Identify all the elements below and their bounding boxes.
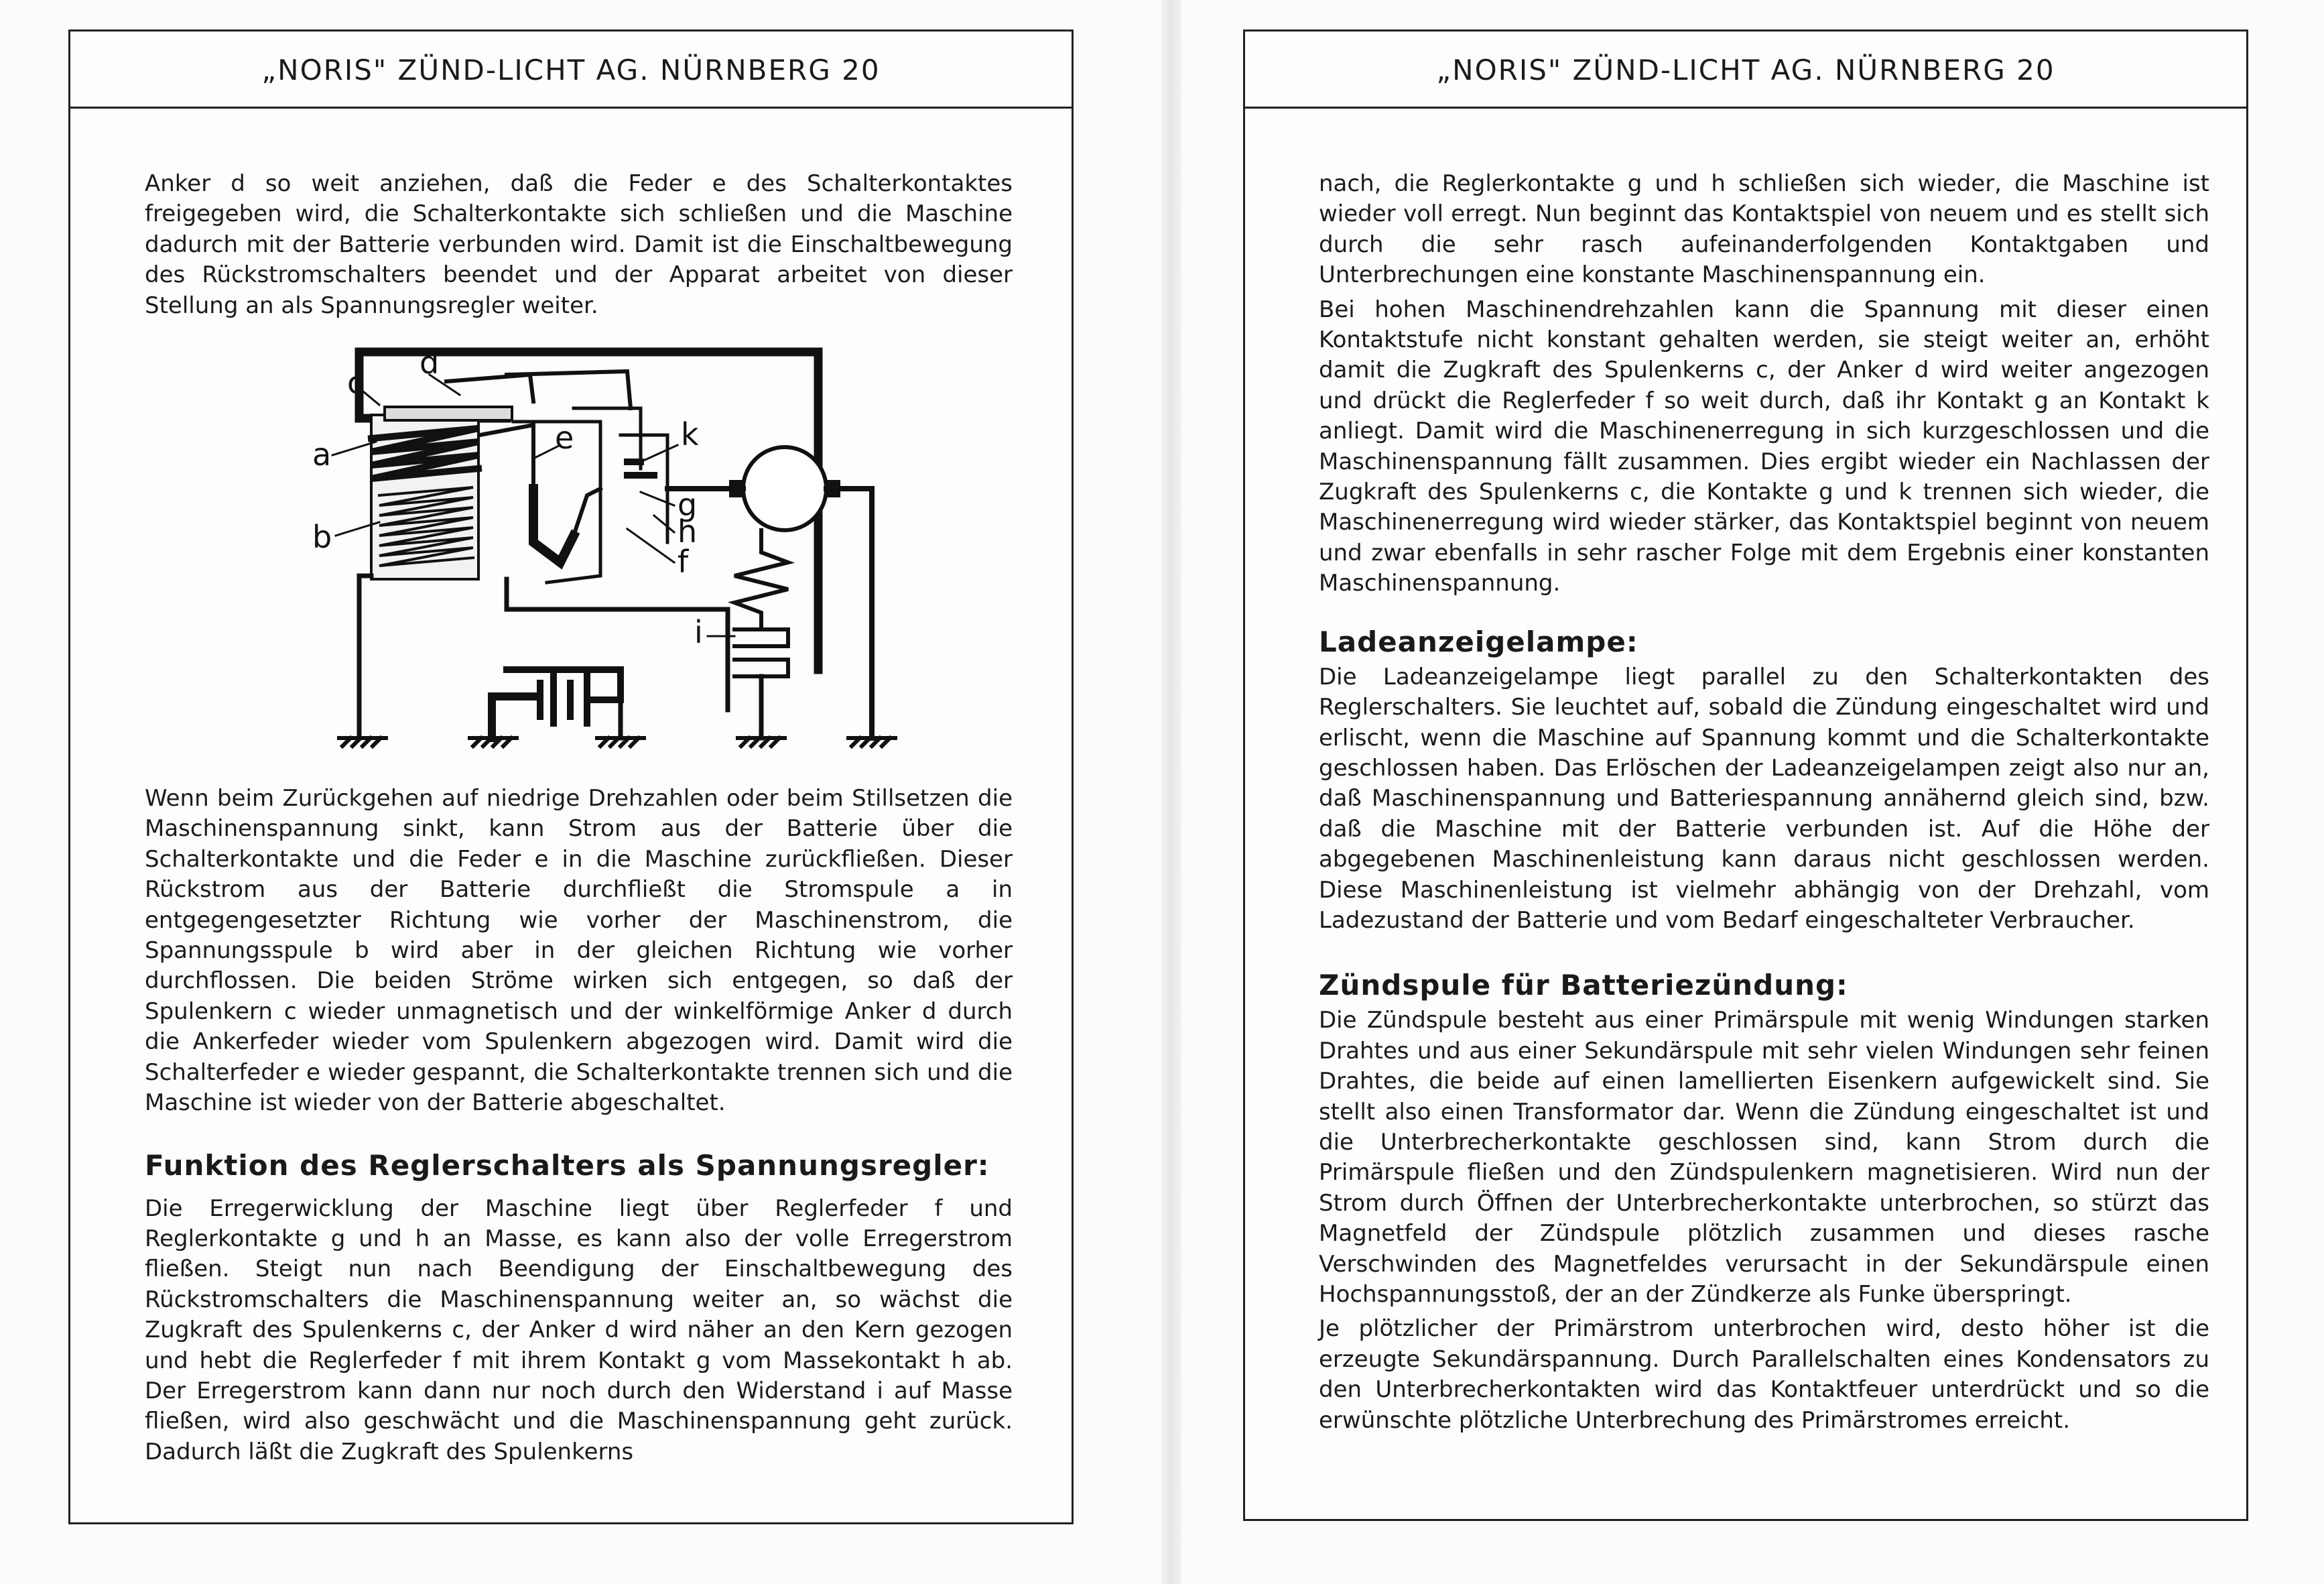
ignition-coil-heading: Zündspule für Batteriezündung: — [1319, 969, 1848, 1002]
diagram-label-e: e — [555, 420, 574, 456]
right-page-content — [1319, 169, 2209, 1436]
left-page-header: „NORIS" ZÜND-LICHT AG. NÜRNBERG 20 — [70, 32, 1072, 109]
left-page-content — [145, 169, 1013, 1467]
diagram-label-a: a — [312, 436, 332, 473]
diagram-label-f: f — [677, 544, 689, 581]
right-paragraph-4: Die Zündspule besteht aus einer Primärspule mit wenig Windungen starken Drahtes und aus einer Sekundärspule mit sehr vielen Windungen sehr feinen Drahtes, die beide auf einen lamellierten Eisenkern aufgewickelt sind. Sie stellt also einen Transformator dar. Wenn die Zündung eingeschaltet ist und die Unterbrecherkontakte geschlossen sind, kann Strom durch die Primärspule fließen und den Zündspulenkern magnetisieren. Wird nun der Strom durch Öffnen der Unterbrecherkontakte unterbrochen, so stürzt das Magnetfeld der Zündspule plötzlich zusammen und dieses rasche Verschwinden des Magnetfeldes verursacht in der Sekundärspule einen Hochspannungsstoß, der an der Zündkerze als Funke überspringt. — [1319, 1007, 2209, 1308]
diagram-label-g: g — [677, 487, 698, 524]
left-page — [68, 29, 1074, 1524]
book-spine — [1161, 0, 1181, 1584]
left-intro-paragraph: Anker d so weit anziehen, daß die Feder e des Schalterkontaktes freigegeben wird, die Schalterkontakte sich schließen und die Maschine dadurch mit der Batterie verbunden wird. Damit ist die Einschaltbewegung des Rückstromschalters beendet und der Apparat arbeitet von dieser Stellung an als Spannungsregler weiter. — [145, 170, 1013, 319]
diagram-label-b: b — [312, 519, 332, 556]
right-paragraph-3: Die Ladeanzeigelampe liegt parallel zu den Schalterkontakten des Reglerschalters. Sie leuchtet auf, sobald die Zündung eingeschaltet wird und erlischt, wenn die Maschine auf Spannung kommt und die Schalterkontakte geschlossen haben. Das Erlöschen der Ladeanzeigelampen zeigt also nur an, daß Maschinenspannung und Batteriespannung annähernd gleich sind, bzw. daß die Maschine mit der Batterie verbunden ist. Auf die Höhe der abgegebenen Maschinenleistung kann daraus nicht geschlossen werden. Diese Maschinenleistung ist vielmehr abhängig von der Drehzahl, vom Ladezustand der Batterie und vom Bedarf eingeschalteter Verbraucher. — [1319, 663, 2209, 934]
right-paragraph-5: Je plötzlicher der Primärstrom unterbrochen wird, desto höher ist die erzeugte Sekundärspannung. Durch Parallelschalten eines Kondensators zu den Unterbrecherkontakten wird das Kontaktfeuer unterdrückt und so die erwünschte plötzliche Unterbrechung des Primärstromes erreicht. — [1319, 1315, 2209, 1434]
diagram-label-d: d — [419, 345, 440, 381]
right-page-header: „NORIS" ZÜND-LICHT AG. NÜRNBERG 20 — [1245, 32, 2246, 109]
regulator-circuit-diagram — [158, 321, 1029, 784]
left-section-heading: Funktion des Reglerschalters als Spannungsregler: — [145, 1148, 990, 1182]
diagram-label-k: k — [681, 416, 699, 453]
diagram-label-h: h — [677, 513, 698, 550]
right-page — [1243, 29, 2248, 1521]
charge-lamp-heading: Ladeanzeigelampe: — [1319, 625, 1638, 658]
left-return-current-paragraph: Wenn beim Zurückgehen auf niedrige Drehzahlen oder beim Stillsetzen die Maschinenspannung sinkt, kann Strom aus der Batterie über die Schalterkontakte und die Feder e in die Maschine zurückfließen. Dieser Rückstrom aus der Batterie durchfließt die Stromspule a in entgegengesetzter Richtung wie vorher der Maschinenstrom, die Spannungsspule b wird aber in der gleichen Richtung wie vorher durchflossen. Die beiden Ströme wirken sich entgegen, so daß der Spulenkern c wieder unmagnetisch und der winkelförmige Anker d durch die Ankerfeder wieder vom Spulenkern abgezogen wird. Damit wird die Schalterfeder e wieder gespannt, die Schalterkontakte trennen sich und die Maschine ist wieder von der Batterie abgeschaltet. — [145, 785, 1013, 1117]
left-voltage-regulator-paragraph: Die Erregerwicklung der Maschine liegt über Reglerfeder f und Reglerkontakte g und h an Masse, es kann also der volle Erregerstrom fließen. Steigt nun nach Beendigung der Einschaltbewegung des Rückstromschalters die Maschinenspannung weiter an, so wächst die Zugkraft des Spulenkerns c, der Anker d wird näher an den Kern gezogen und hebt die Reglerfeder f mit ihrem Kontakt g vom Massekontakt h ab. Der Erregerstrom kann dann nur noch durch den Widerstand i auf Masse fließen, wird also geschwächt und die Maschinenspannung geht zurück. Dadurch läßt die Zugkraft des Spulenkerns — [145, 1195, 1013, 1465]
right-paragraph-1: nach, die Reglerkontakte g und h schließen sich wieder, die Maschine ist wieder voll erregt. Nun beginnt das Kontaktspiel von neuem und es stellt sich durch die sehr rasch aufeinanderfolgenden Kontaktgaben und Unterbrechungen eine konstante Maschinenspannung ein. — [1319, 170, 2209, 289]
circuit-diagram-svg — [158, 321, 1029, 784]
diagram-label-c: c — [347, 365, 365, 402]
right-paragraph-2: Bei hohen Maschinendrehzahlen kann die Spannung mit dieser einen Kontaktstufe nicht konstant gehalten werden, sie steigt weiter an, erhöht damit die Zugkraft des Spulenkerns c, der Anker d wird weiter angezogen und drückt die Reglerfeder f so weit durch, daß ihr Kontakt g an Kontakt k anliegt. Damit wird die Maschinenerregung in sich kurzgeschlossen und die Maschinenspannung fällt zusammen. Dies ergibt wieder ein Nachlassen der Zugkraft des Spulenkerns c, die Kontakte g und k trennen sich wieder, die Maschinenerregung wird wieder stärker, das Kontaktspiel beginnt von neuem und zwar ebenfalls in sehr rascher Folge mit dem Ergebnis einer konstanten Maschinenspannung. — [1319, 296, 2209, 597]
diagram-label-i: i — [694, 614, 703, 651]
